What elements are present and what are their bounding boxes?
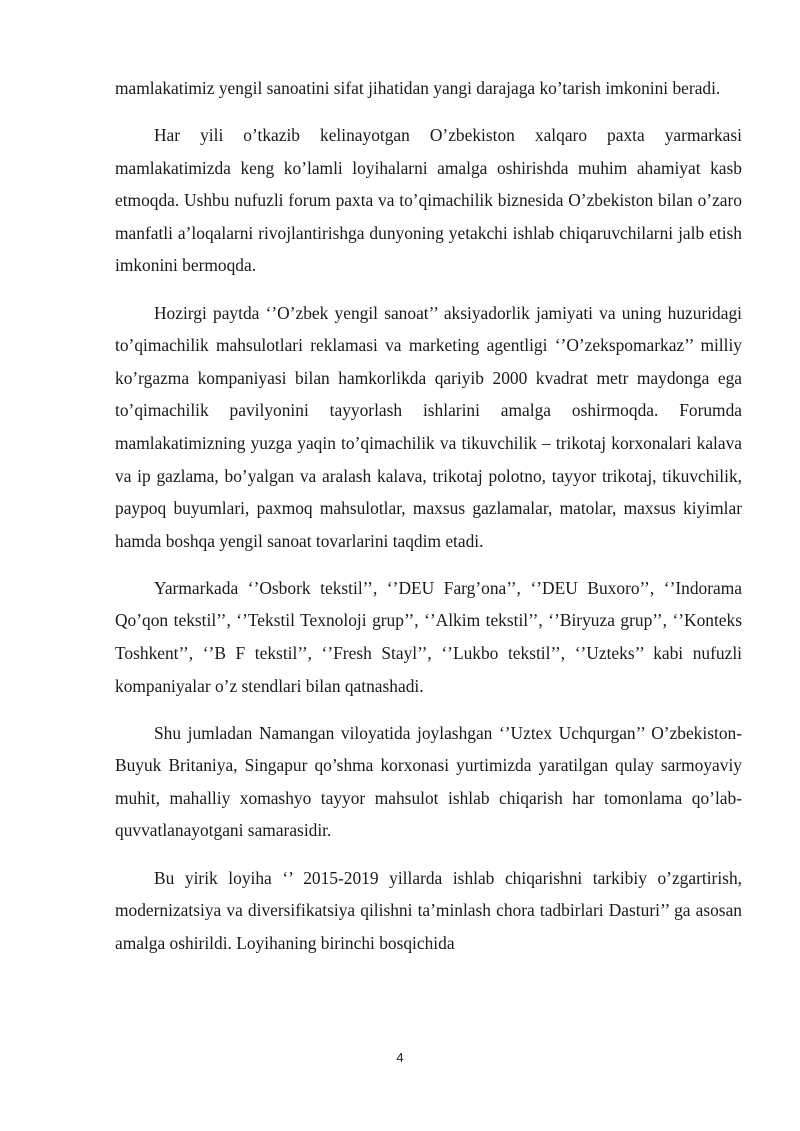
paragraph-5: Shu jumladan Namangan viloyatida joylashgan ‘’Uztex Uchqurgan’’ O’zbekiston-Buyuk Britaniya, Singapur qo’shma korxonasi yurtimizda yaratilgan qulay sarmoyaviy muhit, mahalliy xomashyo tayyor mahsulot ishlab chiqarish har tomonlama qo’lab-quvvatlanayotgani samarasidir. bbox=[115, 722, 742, 841]
paragraph-4: Yarmarkada ‘’Osbork tekstil’’, ‘’DEU Farg’ona’’, ‘’DEU Buxoro’’, ‘’Indorama Qo’qon tekstil’’, ‘’Tekstil Texnoloji grup’’, ‘’Alkim tekstil’’, ‘’Biryuza grup’’, ‘’Konteks Toshkent’’, ‘’B F tekstil’’, ‘’Fresh Stayl’’, ‘’Lukbo tekstil’’, ‘’Uzteks’’ kabi nufuzli kompaniyalar o’z stendlari bilan qatnashadi. bbox=[115, 577, 742, 696]
paragraph-6: Bu yirik loyiha ‘’ 2015-2019 yillarda ishlab chiqarishni tarkibiy o’zgartirish, modernizatsiya va diversifikatsiya qilishni ta’minlash chora tadbirlari Dasturi’’ ga asosan amalga oshirildi. Loyihaning birinchi bosqichida bbox=[115, 867, 742, 953]
body-text bbox=[115, 72, 742, 974]
page-number: 4 bbox=[396, 1050, 404, 1065]
paragraph-2: Har yili o’tkazib kelinayotgan O’zbekiston xalqaro paxta yarmarkasi mamlakatimizda keng ko’lamli loyihalarni amalga oshirishda muhim ahamiyat kasb etmoqda. Ushbu nufuzli forum paxta va to’qimachilik biznesida O’zbekiston bilan o’zaro manfatli a’loqalarni rivojlantirishga dunyoning yetakchi ishlab chiqaruvchilarni jalb etish imkonini bermoqda. bbox=[115, 125, 742, 276]
paragraph-1: mamlakatimiz yengil sanoatini sifat jihatidan yangi darajaga ko’tarish imkonini beradi. bbox=[115, 78, 721, 98]
paragraph-3: Hozirgi paytda ‘’O’zbek yengil sanoat’’ aksiyadorlik jamiyati va uning huzuridagi to’qimachilik mahsulotlari reklamasi va marketing agentligi ‘’O’zekspomarkaz’’ milliy ko’rgazma kompaniyasi bilan hamkorlikda qariyib 2000 kvadrat metr maydonga ega to’qimachilik pavilyonini tayyorlash ishlarini amalga oshirmoqda. Forumda mamlakatimizning yuzga yaqin to’qimachilik va tikuvchilik – trikotaj korxonalari kalava va ip gazlama, bo’yalgan va aralash kalava, trikotaj polotno, tayyor trikotaj, tikuvchilik, paypoq buyumlari, paxmoq mahsulotlar, maxsus gazlamalar, matolar, maxsus kiyimlar hamda boshqa yengil sanoat tovarlarini taqdim etadi. bbox=[115, 302, 742, 551]
